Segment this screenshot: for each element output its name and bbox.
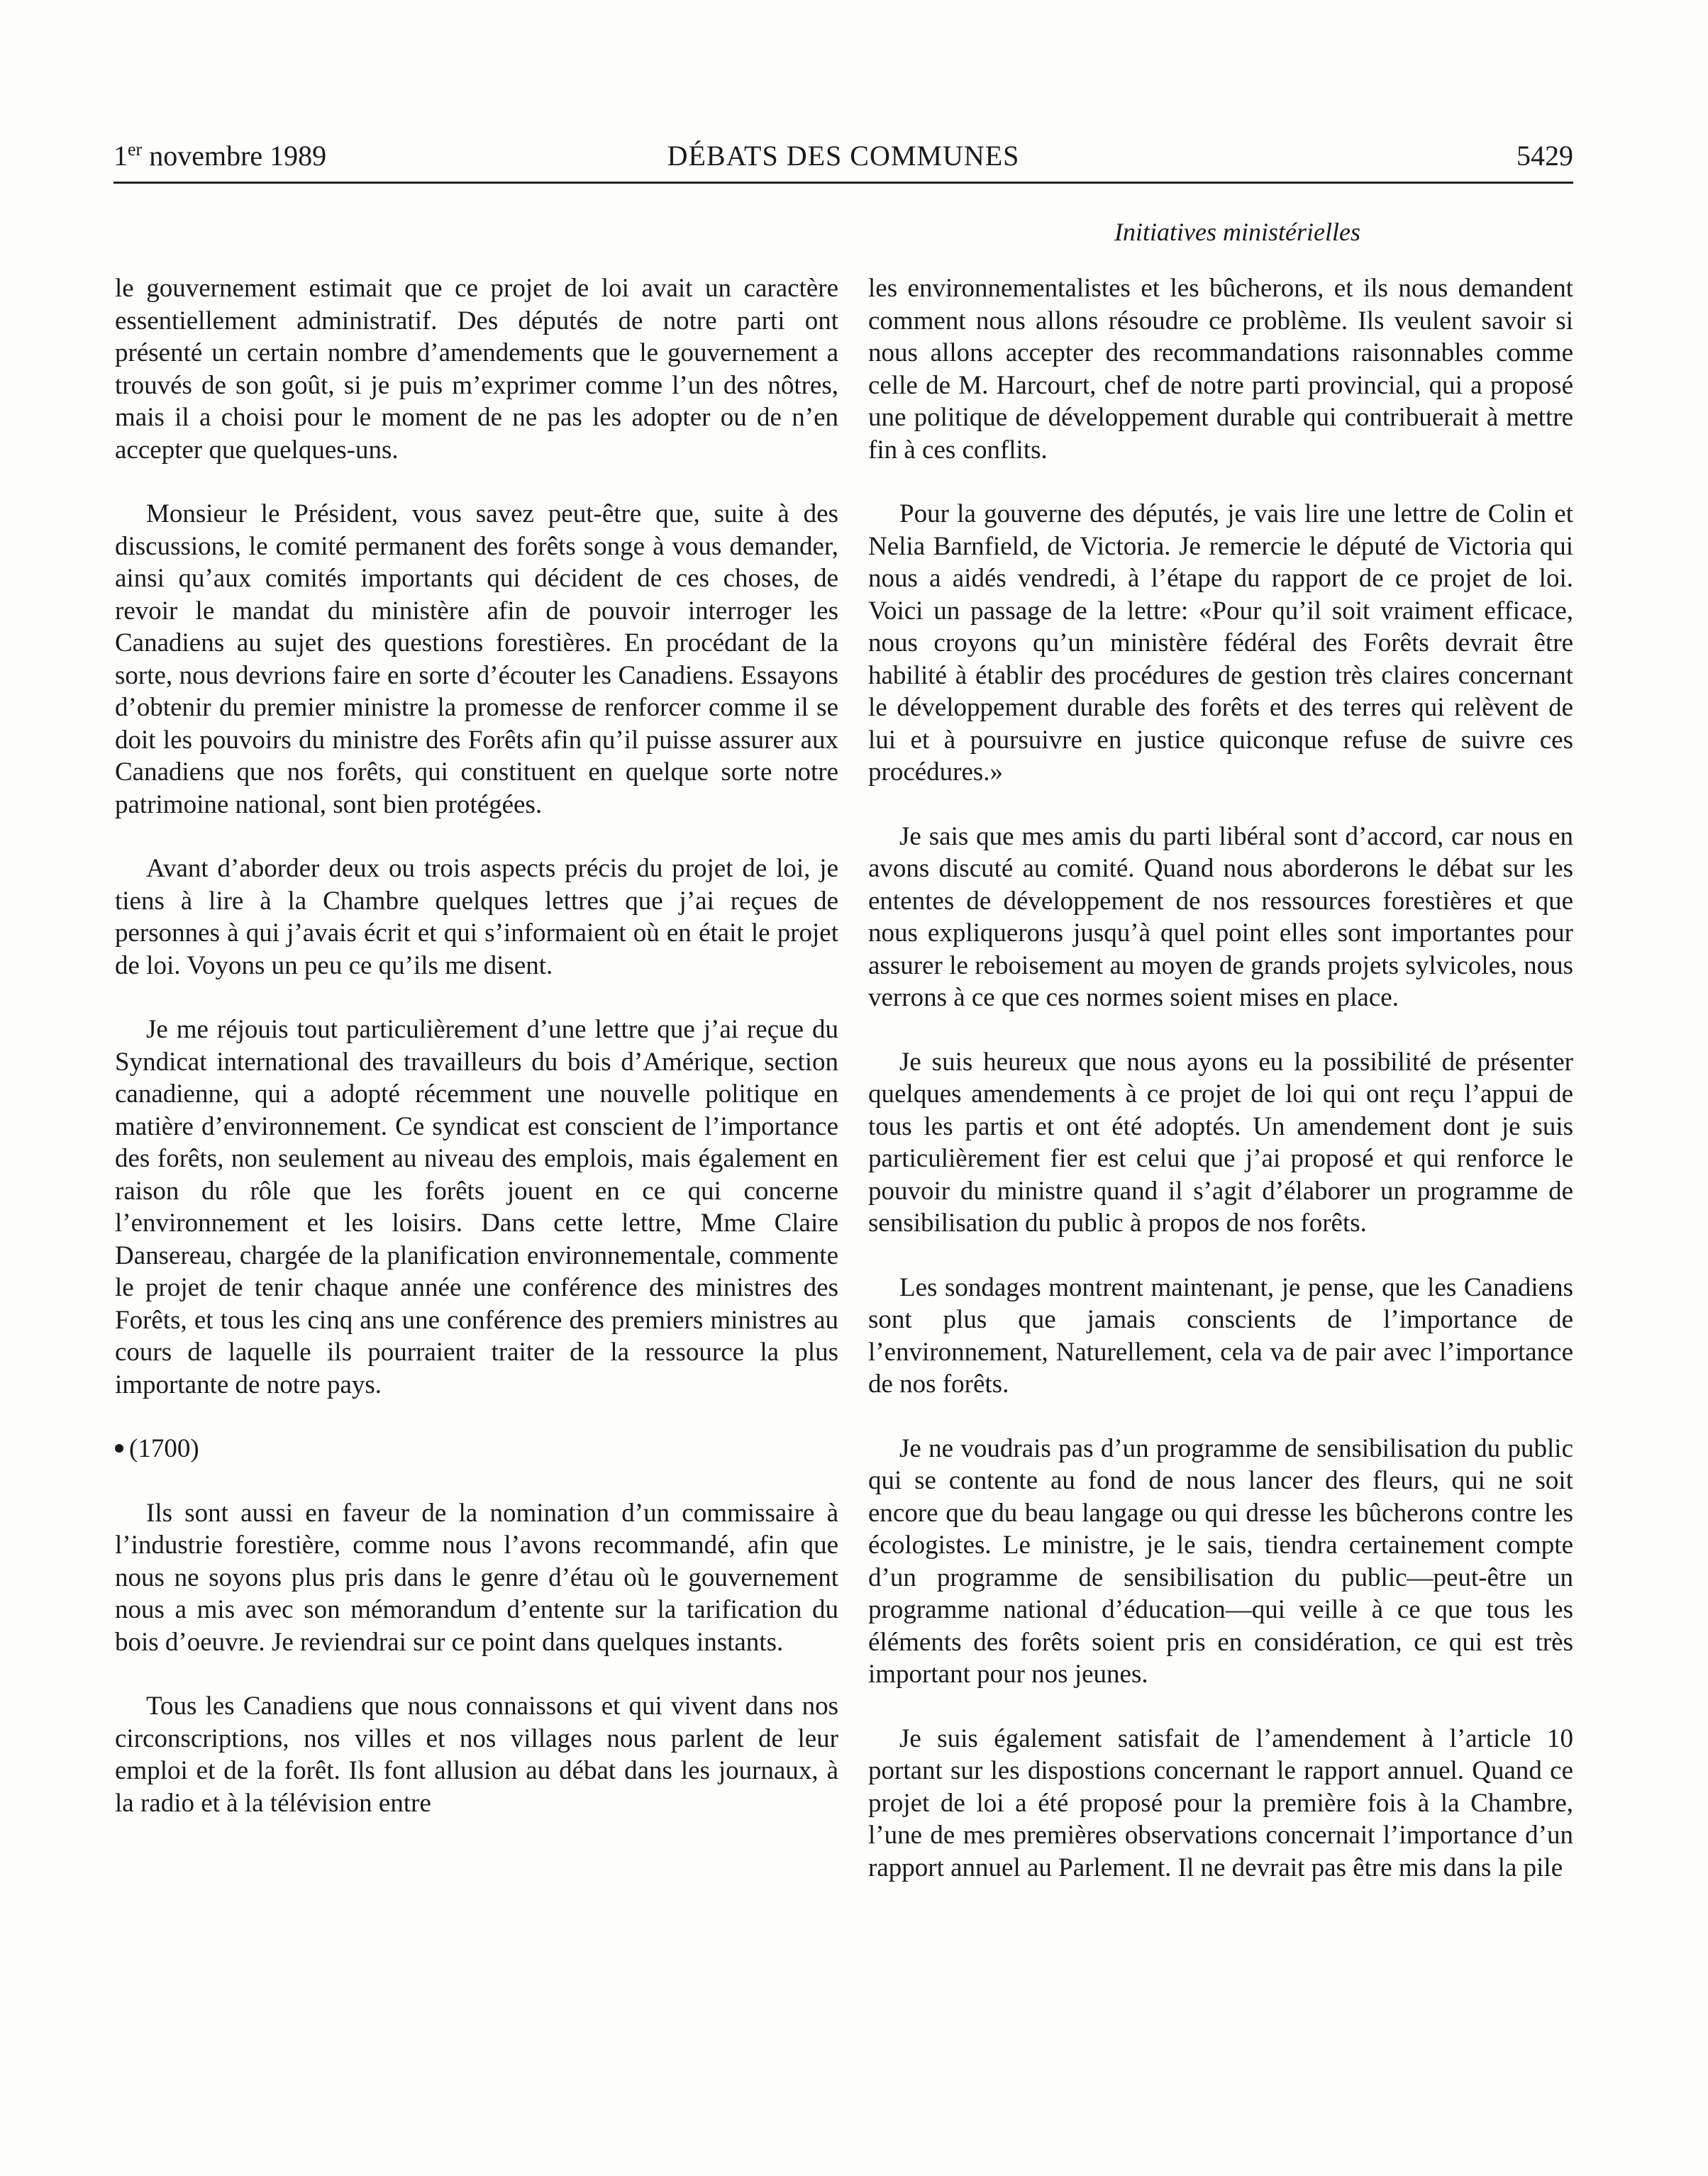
bullet-icon bbox=[115, 1444, 123, 1453]
left-column bbox=[115, 272, 838, 1851]
paragraph: Je ne voudrais pas d’un programme de sensibilisation du public qui se contente au fond de nous lancer des fleurs, qui ne soit encore que du beau langage ou qui dresse les bûcherons contre les écologistes. Le ministre, je le sais, tiendra certainement compte d’un programme de sensibilisation du public—peut-être un programme national d’éducation—qui veille à ce que tous les éléments des forêts soient pris en considération, ce qui est très important pour nos jeunes. bbox=[868, 1433, 1573, 1689]
paragraph: le gouvernement estimait que ce projet de loi avait un caractère essentiellement administratif. Des députés de notre parti ont présenté un certain nombre d’amendements que le gouvernement a trouvés de son goût, si je puis m’exprimer comme l’un des nôtres, mais il a choisi pour le moment de ne pas les adopter ou de n’en accepter que quelques-uns. bbox=[115, 274, 838, 465]
header-rule bbox=[113, 182, 1573, 184]
right-column bbox=[868, 272, 1573, 1916]
header-journal-title: DÉBATS DES COMMUNES bbox=[667, 140, 1020, 172]
time-marker: (1700) bbox=[115, 1433, 838, 1465]
paragraph: Pour la gouverne des députés, je vais lire une lettre de Colin et Nelia Barnfield, de Victoria. Je remercie le député de Victoria qui nous a aidés vendredi, à l’étape du rapport de ce projet de loi. Voici un passage de la lettre: «Pour qu’il soit vraiment efficace, nous croyons qu’un ministère fédéral des Forêts devrait être habilité à établir des procédures de gestion très claires concernant le développement durable des forêts et des terres qui relèvent de lui et à poursuivre en justice quiconque refuse de suivre ces procédures.» bbox=[868, 499, 1573, 787]
paragraph: Les sondages montrent maintenant, je pense, que les Canadiens sont plus que jamais conscients de l’importance de l’environnement, Naturellement, cela va de pair avec l’importance de nos forêts. bbox=[868, 1272, 1573, 1399]
paragraph: Tous les Canadiens que nous connaissons et qui vivent dans nos circonscriptions, nos villes et nos villages nous parlent de leur emploi et de la forêt. Ils font allusion au débat dans les journaux, à la radio et à la télévision entre bbox=[115, 1692, 838, 1818]
paragraph: Je suis également satisfait de l’amendement à l’article 10 portant sur les dispostions concernant le rapport annuel. Quand ce projet de loi a été proposé pour la première fois à la Chambre, l’une de mes premières observations concernait l’importance d’un rapport annuel au Parlement. Il ne devrait pas être mis dans la pile bbox=[868, 1723, 1573, 1882]
paragraph: Monsieur le Président, vous savez peut-être que, suite à des discussions, le comité permanent des forêts songe à vous demander, ainsi qu’aux comités importants qui décident de ces choses, de revoir le mandat du ministère afin de pouvoir interroger les Canadiens au sujet des questions forestières. En procédant de la sorte, nous devrions faire en sorte d’écouter les Canadiens. Essayons d’obtenir du premier ministre la promesse de renforcer comme il se doit les pouvoirs du ministre des Forêts afin qu’il puisse assurer aux Canadiens que nos forêts, qui constituent en quelque sorte notre patrimoine national, sont bien protégées. bbox=[115, 499, 838, 819]
paragraph: Je me réjouis tout particulièrement d’une lettre que j’ai reçue du Syndicat international des travailleurs du bois d’Amérique, section canadienne, qui a adopté récemment une nouvelle politique en matière d’environnement. Ce syndicat est conscient de l’importance des forêts, non seulement au niveau des emplois, mais également en raison du rôle que les forêts jouent en ce qui concerne l’environnement et les loisirs. Dans cette lettre, Mme Claire Dansereau, chargée de la planification environnementale, commente le projet de tenir chaque année une conférence des ministres des Forêts, et tous les cinq ans une conférence des premiers ministres au cours de laquelle ils pourraient traiter de la ressource la plus importante de notre pays. bbox=[115, 1015, 838, 1399]
paragraph: Avant d’aborder deux ou trois aspects précis du projet de loi, je tiens à lire à la Chambre quelques lettres que j’ai reçues de personnes à qui j’avais écrit et qui s’informaient où en était le projet de loi. Voyons un peu ce qu’ils me disent. bbox=[115, 854, 838, 980]
paragraph: Ils sont aussi en faveur de la nomination d’un commissaire à l’industrie forestière, comme nous l’avons recommandé, afin que nous ne soyons plus pris dans le genre d’étau où le gouvernement nous a mis avec son mémorandum d’entente sur la tarification du bois d’oeuvre. Je reviendrai sur ce point dans quelques instants. bbox=[115, 1498, 838, 1657]
paragraph: les environnementalistes et les bûcherons, et ils nous demandent comment nous allons résoudre ce problème. Ils veulent savoir si nous allons accepter des recommandations raisonnables comme celle de M. Harcourt, chef de notre parti provincial, qui a proposé une politique de développement durable qui contribuerait à mettre fin à ces conflits. bbox=[868, 274, 1573, 465]
header-date: 1er novembre 1989 bbox=[113, 139, 327, 172]
paragraph: Je suis heureux que nous ayons eu la possibilité de présenter quelques amendements à ce projet de loi qui ont reçu l’appui de tous les partis et ont été adoptés. Un amendement dont je suis particulièrement fier est celui que j’ai proposé et qui renforce le pouvoir du ministre quand il s’agit d’élaborer un programme de sensibilisation du public à propos de nos forêts. bbox=[868, 1047, 1573, 1238]
section-title: Initiatives ministérielles bbox=[1114, 218, 1360, 246]
running-header bbox=[113, 139, 1573, 182]
header-page-number: 5429 bbox=[1516, 140, 1573, 172]
paragraph: Je sais que mes amis du parti libéral sont d’accord, car nous en avons discuté au comité. Quand nous aborderons le débat sur les ententes de développement de nos ressources forestières et que nous expliquerons jusqu’à quel point elles sont importantes pour assurer le reboisement au moyen de grands projets sylvicoles, nous verrons à ce que ces normes soient mises en place. bbox=[868, 821, 1573, 1012]
